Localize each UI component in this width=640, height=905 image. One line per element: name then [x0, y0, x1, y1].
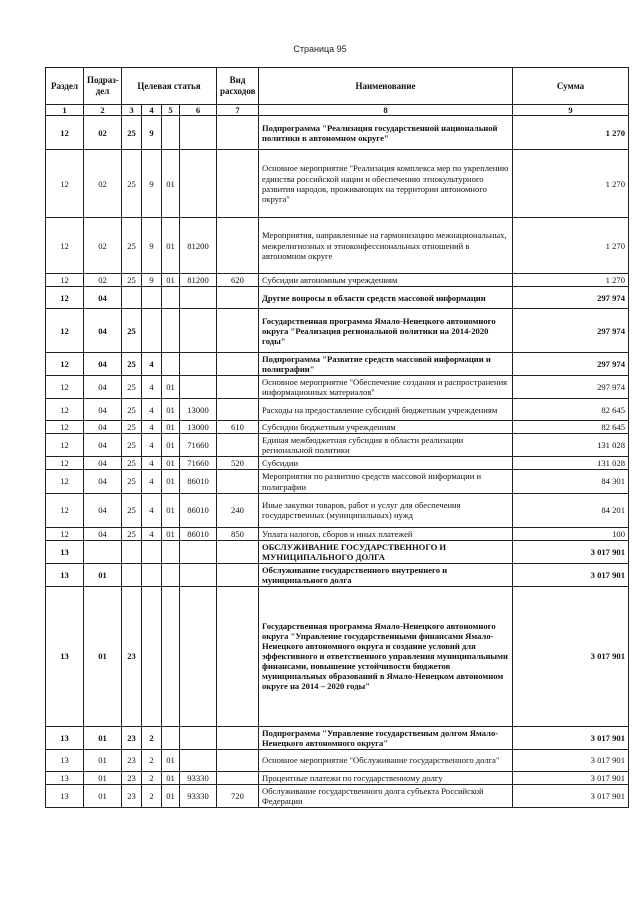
event-cell: 01: [162, 399, 180, 421]
table-row: [46, 274, 629, 287]
col-number: 1: [46, 105, 84, 116]
podrazdel-cell: 04: [84, 527, 122, 540]
name-cell: Другие вопросы в области средств массовой информации: [259, 287, 513, 309]
direction-cell: [180, 376, 217, 399]
event-cell: 01: [162, 527, 180, 540]
podrazdel-cell: 04: [84, 399, 122, 421]
table-row: [46, 784, 629, 807]
expense-type-cell: [217, 563, 259, 586]
podrazdel-cell: 01: [84, 586, 122, 726]
expense-type-cell: 850: [217, 527, 259, 540]
expense-type-cell: [217, 586, 259, 726]
podrazdel-cell: 04: [84, 434, 122, 457]
expense-type-cell: [217, 399, 259, 421]
podrazdel-cell: 01: [84, 784, 122, 807]
expense-type-cell: 240: [217, 493, 259, 527]
event-cell: 01: [162, 434, 180, 457]
event-cell: [162, 563, 180, 586]
podrazdel-cell: 01: [84, 749, 122, 771]
name-cell: Мероприятия по развитию средств массовой информации и полиграфии: [259, 470, 513, 493]
name-cell: Обслуживание государственного внутреннего и муниципального долга: [259, 563, 513, 586]
subprogram-cell: 2: [142, 771, 162, 784]
program-cell: [122, 563, 142, 586]
razdel-cell: 13: [46, 771, 84, 784]
event-cell: [162, 586, 180, 726]
expense-type-cell: [217, 287, 259, 309]
podrazdel-cell: 04: [84, 421, 122, 434]
subprogram-cell: [142, 287, 162, 309]
expense-type-cell: [217, 470, 259, 493]
razdel-cell: 12: [46, 399, 84, 421]
direction-cell: 13000: [180, 421, 217, 434]
subprogram-cell: 9: [142, 218, 162, 274]
event-cell: [162, 116, 180, 150]
sum-cell: 82 645: [513, 399, 629, 421]
table-row: [46, 150, 629, 218]
sum-cell: 3 017 901: [513, 563, 629, 586]
sum-cell: 84 201: [513, 493, 629, 527]
direction-cell: [180, 749, 217, 771]
col-number: 4: [142, 105, 162, 116]
direction-cell: 81200: [180, 218, 217, 274]
razdel-cell: 12: [46, 218, 84, 274]
razdel-cell: 12: [46, 527, 84, 540]
direction-cell: [180, 309, 217, 353]
table-row: [46, 218, 629, 274]
header-podrazdel: Подраз- дел: [84, 68, 122, 105]
program-cell: 25: [122, 457, 142, 470]
event-cell: 01: [162, 784, 180, 807]
name-cell: Единая межбюджетная субсидия в области реализации региональной политики: [259, 434, 513, 457]
subprogram-cell: 4: [142, 457, 162, 470]
sum-cell: 3 017 901: [513, 749, 629, 771]
direction-cell: 71660: [180, 457, 217, 470]
expense-type-cell: [217, 116, 259, 150]
subprogram-cell: [142, 563, 162, 586]
col-number: 9: [513, 105, 629, 116]
razdel-cell: 12: [46, 353, 84, 376]
podrazdel-cell: 01: [84, 563, 122, 586]
subprogram-cell: 4: [142, 527, 162, 540]
col-number: 8: [259, 105, 513, 116]
subprogram-cell: 4: [142, 470, 162, 493]
table-row: [46, 421, 629, 434]
expense-type-cell: [217, 309, 259, 353]
budget-table: [45, 67, 629, 808]
podrazdel-cell: [84, 540, 122, 563]
expense-type-cell: [217, 726, 259, 749]
program-cell: 25: [122, 376, 142, 399]
subprogram-cell: 2: [142, 784, 162, 807]
direction-cell: 86010: [180, 493, 217, 527]
direction-cell: [180, 726, 217, 749]
name-cell: Основное мероприятие "Обеспечение создания и распространения информационных материалов": [259, 376, 513, 399]
table-row: [46, 749, 629, 771]
subprogram-cell: 9: [142, 150, 162, 218]
razdel-cell: 12: [46, 376, 84, 399]
header-expense-type: Вид расходов: [217, 68, 259, 105]
sum-cell: 1 270: [513, 274, 629, 287]
razdel-cell: 13: [46, 563, 84, 586]
program-cell: 23: [122, 586, 142, 726]
event-cell: 01: [162, 493, 180, 527]
table-row: [46, 540, 629, 563]
table-row: [46, 434, 629, 457]
table-row: [46, 376, 629, 399]
razdel-cell: 12: [46, 493, 84, 527]
subprogram-cell: 4: [142, 434, 162, 457]
direction-cell: [180, 563, 217, 586]
table-row: [46, 116, 629, 150]
sum-cell: 3 017 901: [513, 784, 629, 807]
name-cell: Основное мероприятие "Реализация комплекса мер по укреплению единства российской нации и обеспечению этнокультурного развития народов, проживающих на территории автономного округа": [259, 150, 513, 218]
sum-cell: 297 974: [513, 376, 629, 399]
event-cell: [162, 309, 180, 353]
table-row: [46, 527, 629, 540]
column-number-row: [46, 105, 629, 116]
name-cell: Иные закупки товаров, работ и услуг для обеспечения государственных (муниципальных) нужд: [259, 493, 513, 527]
sum-cell: 84 301: [513, 470, 629, 493]
name-cell: Подпрограмма "Реализация государственной национальной политики в автономном округе": [259, 116, 513, 150]
program-cell: 25: [122, 116, 142, 150]
table-row: [46, 563, 629, 586]
table-row: [46, 726, 629, 749]
name-cell: Обслуживание государственного долга субъекта Российской Федерации: [259, 784, 513, 807]
program-cell: 25: [122, 274, 142, 287]
razdel-cell: 12: [46, 287, 84, 309]
razdel-cell: 13: [46, 749, 84, 771]
podrazdel-cell: 04: [84, 287, 122, 309]
podrazdel-cell: 04: [84, 470, 122, 493]
sum-cell: 1 270: [513, 150, 629, 218]
table-row: [46, 470, 629, 493]
subprogram-cell: [142, 586, 162, 726]
podrazdel-cell: 01: [84, 771, 122, 784]
podrazdel-cell: 02: [84, 116, 122, 150]
table-row: [46, 586, 629, 726]
subprogram-cell: [142, 540, 162, 563]
razdel-cell: 12: [46, 309, 84, 353]
event-cell: 01: [162, 749, 180, 771]
program-cell: 25: [122, 353, 142, 376]
program-cell: 25: [122, 399, 142, 421]
name-cell: Мероприятия, направленные на гармонизацию межнациональных, межрелигиозных и этноконфессиональных отношений в автономном округе: [259, 218, 513, 274]
table-row: [46, 493, 629, 527]
sum-cell: 131 028: [513, 434, 629, 457]
razdel-cell: 13: [46, 586, 84, 726]
program-cell: 25: [122, 470, 142, 493]
expense-type-cell: [217, 771, 259, 784]
expense-type-cell: [217, 353, 259, 376]
expense-type-cell: [217, 749, 259, 771]
program-cell: 23: [122, 749, 142, 771]
subprogram-cell: 9: [142, 116, 162, 150]
name-cell: Расходы на предоставление субсидий бюджетным учреждениям: [259, 399, 513, 421]
direction-cell: [180, 353, 217, 376]
sum-cell: 3 017 901: [513, 771, 629, 784]
expense-type-cell: [217, 150, 259, 218]
direction-cell: 93330: [180, 784, 217, 807]
razdel-cell: 12: [46, 470, 84, 493]
event-cell: [162, 726, 180, 749]
direction-cell: 86010: [180, 470, 217, 493]
name-cell: ОБСЛУЖИВАНИЕ ГОСУДАРСТВЕННОГО И МУНИЦИПАЛЬНОГО ДОЛГА: [259, 540, 513, 563]
program-cell: 23: [122, 771, 142, 784]
direction-cell: 13000: [180, 399, 217, 421]
table-row: [46, 353, 629, 376]
sum-cell: 1 270: [513, 116, 629, 150]
direction-cell: [180, 287, 217, 309]
program-cell: 25: [122, 434, 142, 457]
event-cell: 01: [162, 470, 180, 493]
razdel-cell: 12: [46, 116, 84, 150]
expense-type-cell: 620: [217, 274, 259, 287]
event-cell: 01: [162, 274, 180, 287]
name-cell: Субсидии: [259, 457, 513, 470]
name-cell: Уплата налогов, сборов и иных платежей: [259, 527, 513, 540]
event-cell: [162, 540, 180, 563]
event-cell: 01: [162, 150, 180, 218]
event-cell: 01: [162, 421, 180, 434]
expense-type-cell: 610: [217, 421, 259, 434]
razdel-cell: 13: [46, 726, 84, 749]
razdel-cell: 12: [46, 150, 84, 218]
program-cell: 23: [122, 784, 142, 807]
subprogram-cell: 9: [142, 274, 162, 287]
table-row: [46, 771, 629, 784]
podrazdel-cell: 04: [84, 376, 122, 399]
name-cell: Подпрограмма "Управление государственым долгом Ямало-Ненецкого автономного округа": [259, 726, 513, 749]
name-cell: Основное мероприятие "Обслуживание государственного долга": [259, 749, 513, 771]
direction-cell: 71660: [180, 434, 217, 457]
name-cell: Подпрограмма "Развитие средств массовой информации и полиграфии": [259, 353, 513, 376]
header-sum: Сумма: [513, 68, 629, 105]
program-cell: 25: [122, 150, 142, 218]
razdel-cell: 12: [46, 434, 84, 457]
event-cell: 01: [162, 218, 180, 274]
expense-type-cell: 720: [217, 784, 259, 807]
col-number: 3: [122, 105, 142, 116]
program-cell: 25: [122, 309, 142, 353]
podrazdel-cell: 01: [84, 726, 122, 749]
name-cell: Субсидии бюджетным учреждениям: [259, 421, 513, 434]
col-number: 5: [162, 105, 180, 116]
program-cell: [122, 287, 142, 309]
table-row: [46, 287, 629, 309]
direction-cell: 93330: [180, 771, 217, 784]
direction-cell: [180, 586, 217, 726]
table-row: [46, 457, 629, 470]
expense-type-cell: [217, 540, 259, 563]
name-cell: Процентные платежи по государственному долгу: [259, 771, 513, 784]
sum-cell: 131 028: [513, 457, 629, 470]
program-cell: 25: [122, 218, 142, 274]
direction-cell: 81200: [180, 274, 217, 287]
program-cell: 25: [122, 527, 142, 540]
table-row: [46, 399, 629, 421]
podrazdel-cell: 04: [84, 353, 122, 376]
sum-cell: 1 270: [513, 218, 629, 274]
subprogram-cell: 4: [142, 376, 162, 399]
program-cell: 23: [122, 726, 142, 749]
razdel-cell: 13: [46, 540, 84, 563]
podrazdel-cell: 04: [84, 457, 122, 470]
expense-type-cell: 520: [217, 457, 259, 470]
header-target-article: Целевая статья: [122, 68, 217, 105]
sum-cell: 297 974: [513, 353, 629, 376]
header-name: Наименование: [259, 68, 513, 105]
event-cell: [162, 287, 180, 309]
sum-cell: 3 017 901: [513, 586, 629, 726]
podrazdel-cell: 02: [84, 218, 122, 274]
sum-cell: 297 974: [513, 287, 629, 309]
sum-cell: 3 017 901: [513, 540, 629, 563]
razdel-cell: 12: [46, 457, 84, 470]
name-cell: Государственная программа Ямало-Ненецкого автономного округа "Реализация региональной политики на 2014-2020 годы": [259, 309, 513, 353]
direction-cell: [180, 150, 217, 218]
razdel-cell: 12: [46, 421, 84, 434]
podrazdel-cell: 04: [84, 309, 122, 353]
razdel-cell: 13: [46, 784, 84, 807]
subprogram-cell: 2: [142, 726, 162, 749]
event-cell: [162, 353, 180, 376]
podrazdel-cell: 02: [84, 274, 122, 287]
podrazdel-cell: 02: [84, 150, 122, 218]
header-row: [46, 68, 629, 105]
name-cell: Субсидии автономным учреждениям: [259, 274, 513, 287]
podrazdel-cell: 04: [84, 493, 122, 527]
col-number: 7: [217, 105, 259, 116]
program-cell: 25: [122, 421, 142, 434]
header-razdel: Раздел: [46, 68, 84, 105]
table-row: [46, 309, 629, 353]
program-cell: 25: [122, 493, 142, 527]
name-cell: Государственная программа Ямало-Ненецкого автономного округа "Управление государственными финансами Ямало-Ненецкого автономного округа и создание условий для эффективного и ответственного управления муниципальными финансами, повышение устойчивости бюджетов муниципальных образований в Ямало-Ненецком автономном округе на 2014 – 2020 годы": [259, 586, 513, 726]
event-cell: 01: [162, 376, 180, 399]
col-number: 6: [180, 105, 217, 116]
sum-cell: 82 645: [513, 421, 629, 434]
program-cell: [122, 540, 142, 563]
event-cell: 01: [162, 457, 180, 470]
direction-cell: 86010: [180, 527, 217, 540]
page-number: Страница 95: [293, 44, 347, 54]
event-cell: 01: [162, 771, 180, 784]
direction-cell: [180, 540, 217, 563]
expense-type-cell: [217, 376, 259, 399]
direction-cell: [180, 116, 217, 150]
razdel-cell: 12: [46, 274, 84, 287]
subprogram-cell: [142, 309, 162, 353]
subprogram-cell: 2: [142, 749, 162, 771]
expense-type-cell: [217, 434, 259, 457]
sum-cell: 100: [513, 527, 629, 540]
sum-cell: 297 974: [513, 309, 629, 353]
subprogram-cell: 4: [142, 421, 162, 434]
subprogram-cell: 4: [142, 353, 162, 376]
sum-cell: 3 017 901: [513, 726, 629, 749]
subprogram-cell: 4: [142, 493, 162, 527]
subprogram-cell: 4: [142, 399, 162, 421]
expense-type-cell: [217, 218, 259, 274]
col-number: 2: [84, 105, 122, 116]
